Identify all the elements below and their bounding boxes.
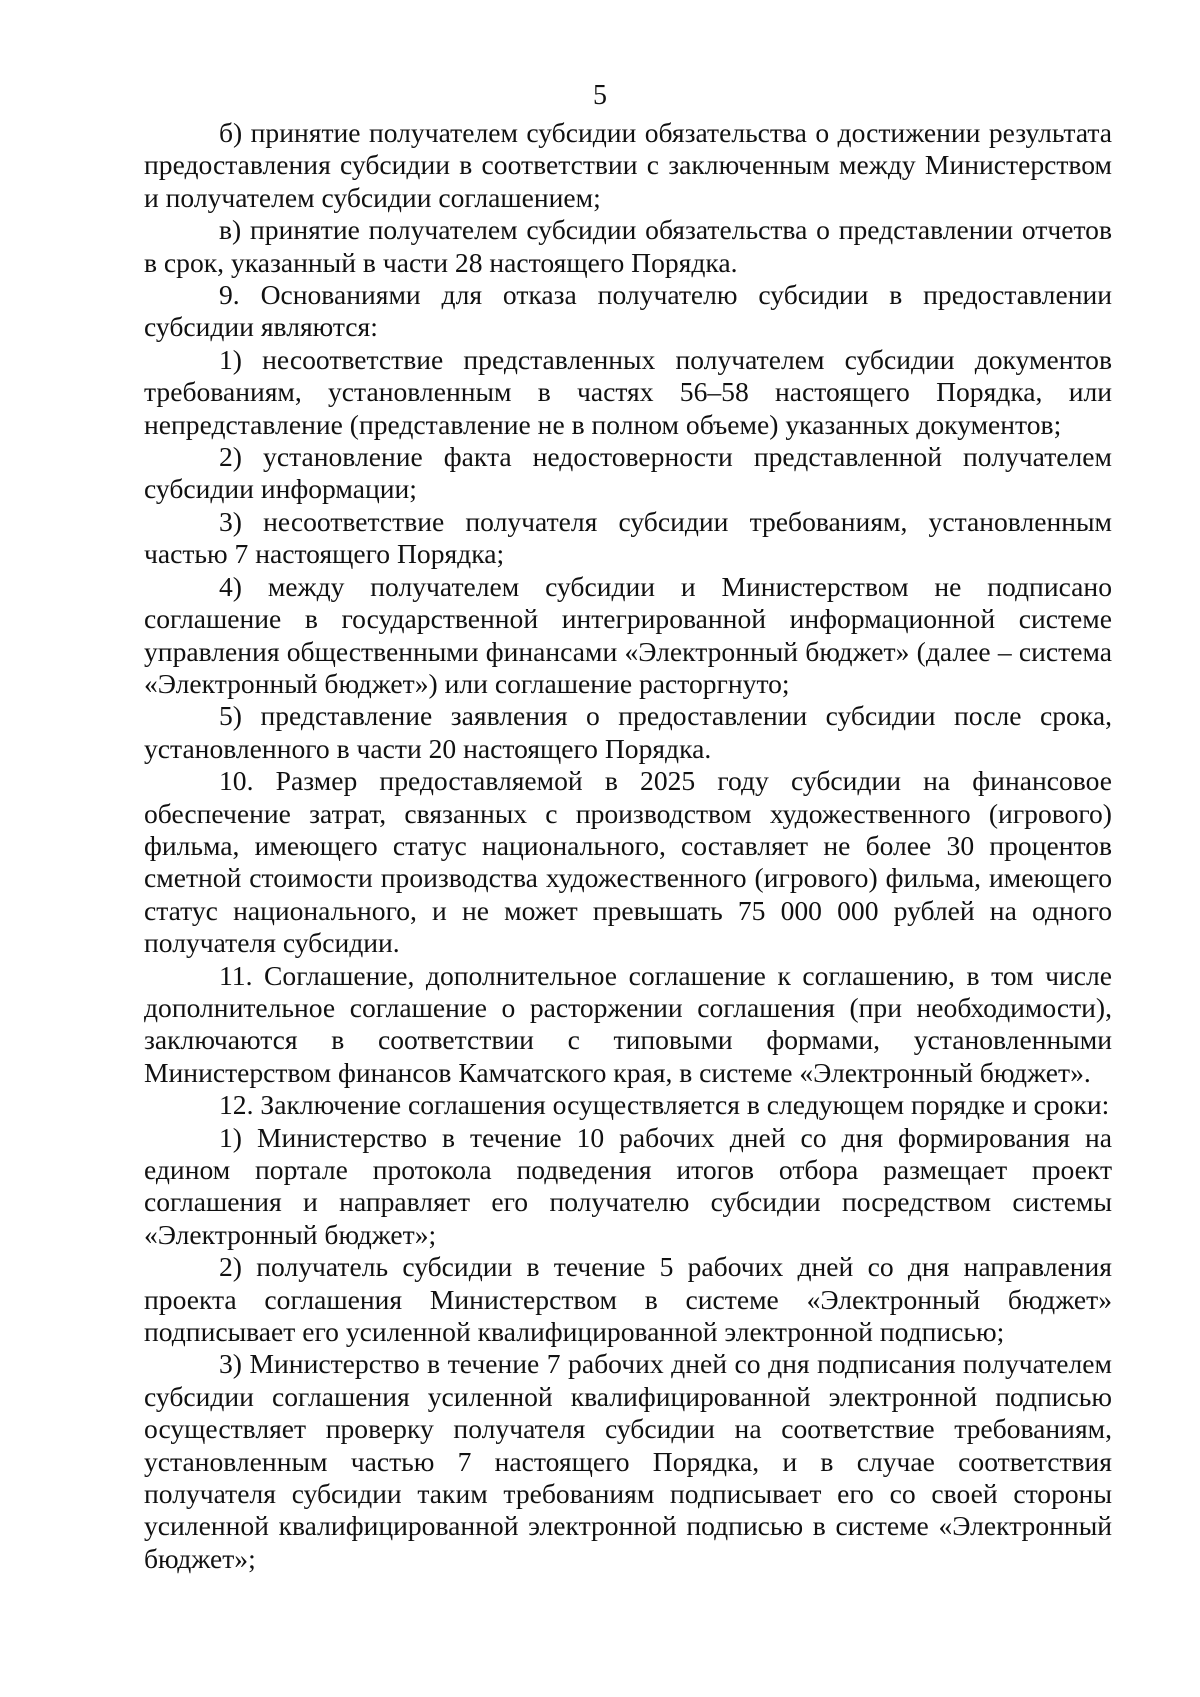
page-number: 5 (593, 80, 607, 111)
paragraph-v: в) принятие получателем субсидии обязательства о представлении отчетов в срок, указанный в части 28 настоящего Порядка. (144, 214, 1112, 278)
document-body (144, 117, 1112, 1575)
paragraph-b: б) принятие получателем субсидии обязательства о достижении результата предоставления субсидии в соответствии с заключенным между Министерством и получателем субсидии соглашением; (144, 117, 1112, 213)
paragraph-9-3: 3) несоответствие получателя субсидии требованиям, установленным частью 7 настоящего Порядка; (144, 505, 1112, 570)
paragraph-12-2: 2) получатель субсидии в течение 5 рабочих дней со дня направления проекта соглашения Министерством в системе «Электронный бюджет» подписывает его усиленной квалифицированной электронной подписью; (144, 1251, 1112, 1348)
paragraph-9-1: 1) несоответствие представленных получателем субсидии документов требованиям, установленным в частях 56–58 настоящего Порядка, или непредставление (представление не в полном объеме) указанных документов; (144, 343, 1112, 440)
paragraph-12-3: 3) Министерство в течение 7 рабочих дней со дня подписания получателем субсидии соглашения усиленной квалифицированной электронной подписью осуществляет проверку получателя субсидии на соответствие требованиям, установленным частью 7 настоящего Порядка, и в случае соответствия получателя субсидии таким требованиям подписывает его со своей стороны усиленной квалифицированной электронной подписью в системе «Электронный бюджет»; (144, 1348, 1112, 1574)
paragraph-12: 12. Заключение соглашения осуществляется в следующем порядке и сроки: (219, 1089, 1110, 1121)
paragraph-9-4: 4) между получателем субсидии и Министерством не подписано соглашение в государственной интегрированной информационной системе управления общественными финансами «Электронный бюджет» (далее – система «Электронный бюджет») или соглашение расторгнуто; (144, 570, 1112, 699)
paragraph-9: 9. Основаниями для отказа получателю субсидии в предоставлении субсидии являются: (144, 279, 1112, 343)
paragraph-12-1: 1) Министерство в течение 10 рабочих дней со дня формирования на едином портале протокола подведения итогов отбора размещает проект соглашения и направляет его получателю субсидии посредством системы «Электронный бюджет»; (144, 1121, 1112, 1250)
paragraph-9-2: 2) установление факта недостоверности представленной получателем субсидии информации; (144, 441, 1112, 505)
paragraph-10: 10. Размер предоставляемой в 2025 году субсидии на финансовое обеспечение затрат, связанных с производством художественного (игрового) фильма, имеющего статус национального, составляет не более 30 процентов сметной стоимости производства художественного (игрового) фильма, имеющего статус национального, и не может превышать 75 000 000 рублей на одного получателя субсидии. (144, 765, 1112, 959)
paragraph-9-5: 5) представление заявления о предоставлении субсидии после срока, установленного в части 20 настоящего Порядка. (144, 700, 1112, 764)
paragraph-11: 11. Соглашение, дополнительное соглашение к соглашению, в том числе дополнительное соглашение о расторжении соглашения (при необходимости), заключаются в соответствии с типовыми формами, установленными Министерством финансов Камчатского края, в системе «Электронный бюджет». (144, 959, 1112, 1088)
